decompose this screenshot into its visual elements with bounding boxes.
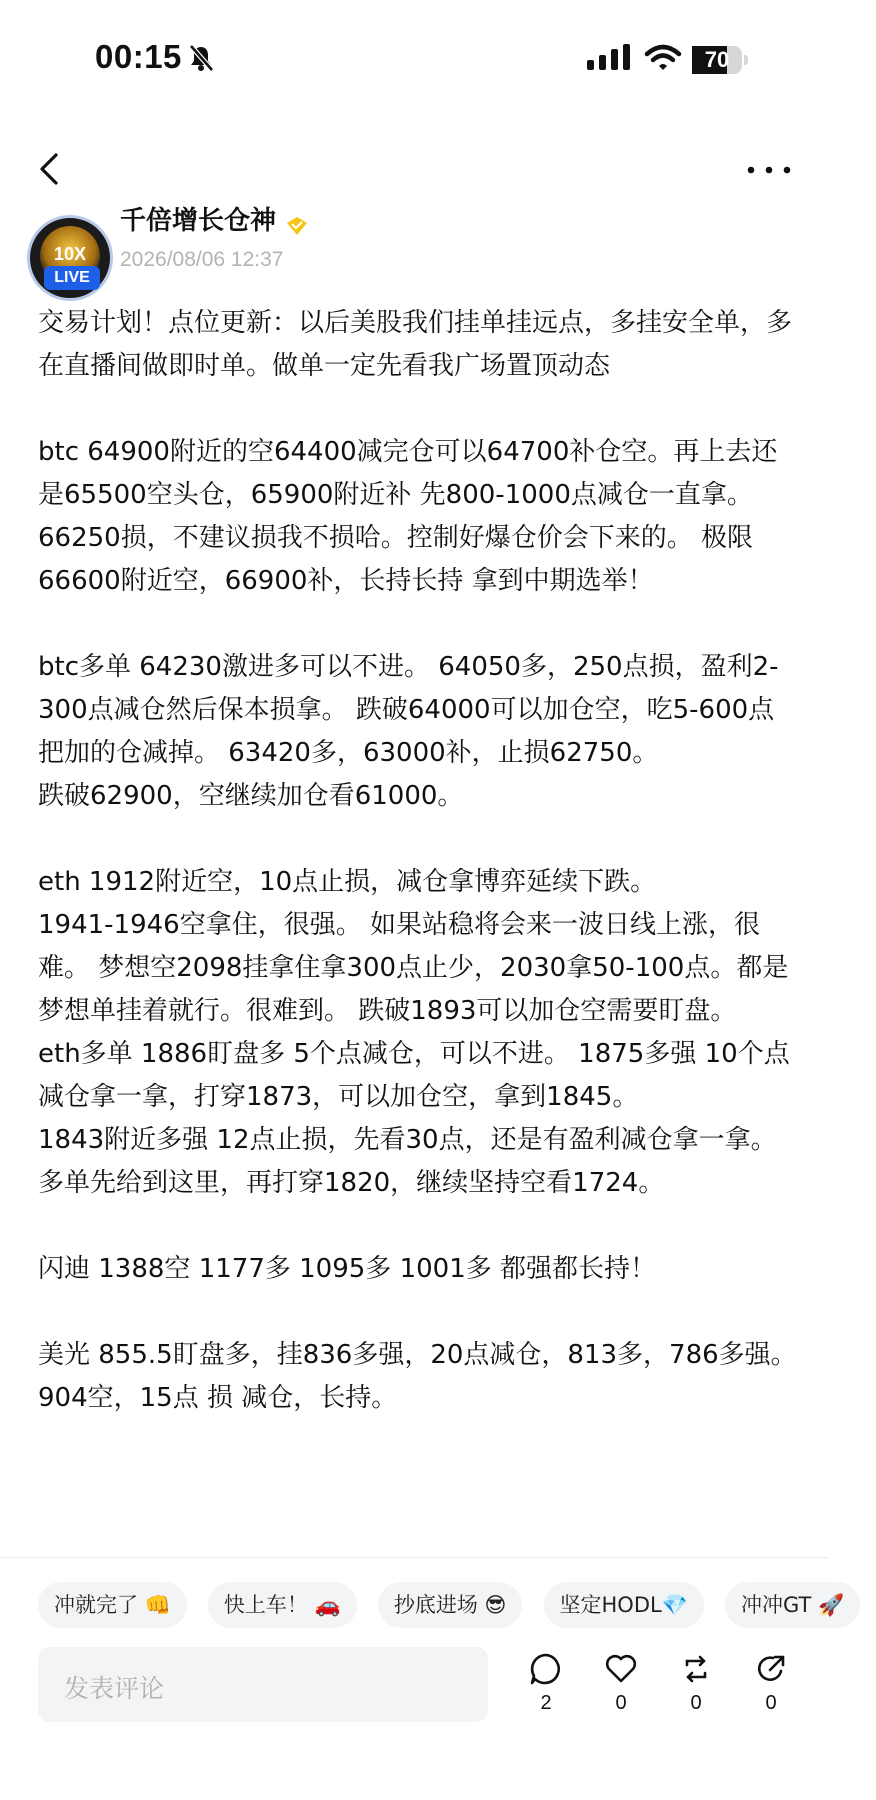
comment-count: 2 <box>540 1692 552 1714</box>
repost-button[interactable] <box>670 1652 722 1730</box>
divider <box>0 1557 828 1558</box>
live-badge[interactable]: LIVE <box>44 266 100 290</box>
cellular-signal-icon <box>587 44 631 70</box>
avatar-logo-text: 10X <box>53 244 87 264</box>
bell-muted-icon <box>188 44 214 72</box>
battery-level: 70 <box>704 47 730 72</box>
quick-reply-chip[interactable]: 快上车！ 🚗 <box>208 1582 357 1628</box>
post-paragraph: 闪迪 1388空 1177多 1095多 1001多 都强都长持！ <box>38 1254 656 1284</box>
comment-placeholder: 发表评论 <box>64 1674 165 1703</box>
heart-icon <box>604 1652 638 1686</box>
post-paragraph: 交易计划！点位更新：以后美股我们挂单挂远点，多挂安全单，多在直播间做即时单。做单一定先看我广场置顶动态 <box>38 308 793 381</box>
chevron-left-icon <box>30 146 70 192</box>
quick-reply-chip[interactable]: 冲冲GT 🚀 <box>725 1582 860 1628</box>
wifi-icon <box>645 44 681 72</box>
status-bar <box>0 0 828 120</box>
paragraph-spacer <box>38 1205 798 1248</box>
comment-input[interactable] <box>38 1647 488 1722</box>
more-horizontal-icon <box>745 160 793 180</box>
verified-badge-icon <box>286 217 308 235</box>
quick-reply-bar <box>38 1582 845 1628</box>
repost-icon <box>679 1652 713 1686</box>
share-button[interactable] <box>745 1652 797 1730</box>
post-timestamp: 2026/08/06 12:37 <box>120 248 284 271</box>
more-options-button[interactable] <box>745 160 793 180</box>
quick-reply-chip[interactable]: 冲就完了 👊 <box>38 1582 187 1628</box>
like-count: 0 <box>615 1692 627 1714</box>
status-time: 00:15 <box>95 38 182 75</box>
back-button[interactable] <box>30 146 70 192</box>
comment-icon <box>529 1652 563 1686</box>
paragraph-spacer <box>38 388 798 431</box>
repost-count: 0 <box>690 1692 702 1714</box>
quick-reply-chip[interactable]: 坚定HODL💎 <box>544 1582 704 1628</box>
paragraph-spacer <box>38 1291 798 1334</box>
battery-indicator <box>692 46 748 74</box>
post-paragraph: btc多单 64230激进多可以不进。 64050多，250点损，盈利2-300点减仓然后保本损拿。 跌破64000可以加仓空，吃5-600点把加的仓减掉。 63420多，63000补，止损62750。 跌破62900，空继续加仓看61000。 <box>38 652 779 811</box>
share-icon <box>754 1652 788 1686</box>
post-paragraph: eth 1912附近空，10点止损，减仓拿博弈延续下跌。 1941-1946空拿住，很强。 如果站稳将会来一波日线上涨，很难。 梦想空2098挂拿住拿300点止少，2030拿50-100点。都是梦想单挂着就行。很难到。 跌破1893可以加仓空需要盯盘。 eth多单 1886盯盘多 5个点减仓，可以不进。 1875多强 10个点减仓拿一拿，打穿1873，可以加仓空，拿到1845。 1843附近多强 12点止损，先看30点，还是有盈利减仓拿一拿。 多单先给到这里，再打穿1820，继续坚持空看1724。 <box>38 867 790 1198</box>
like-button[interactable] <box>595 1652 647 1730</box>
quick-reply-chip[interactable]: 抄底进场 😎 <box>378 1582 523 1628</box>
post-paragraph: 美光 855.5盯盘多，挂836多强，20点减仓，813多，786多强。904空，15点 损 减仓，长持。 <box>38 1340 797 1413</box>
post-paragraph: btc 64900附近的空64400减完仓可以64700补仓空。再上去还是65500空头仓，65900附近补 先800-1000点减仓一直拿。 66250损，不建议损我不损哈。控制好爆仓价会下来的。 极限66600附近空，66900补，长持长持 拿到中期选举！ <box>38 437 778 596</box>
paragraph-spacer <box>38 818 798 861</box>
author-name[interactable]: 千倍增长仓神 <box>120 206 277 236</box>
comment-button[interactable] <box>520 1652 572 1730</box>
post-content <box>38 302 798 1420</box>
paragraph-spacer <box>38 603 798 646</box>
share-count: 0 <box>765 1692 777 1714</box>
